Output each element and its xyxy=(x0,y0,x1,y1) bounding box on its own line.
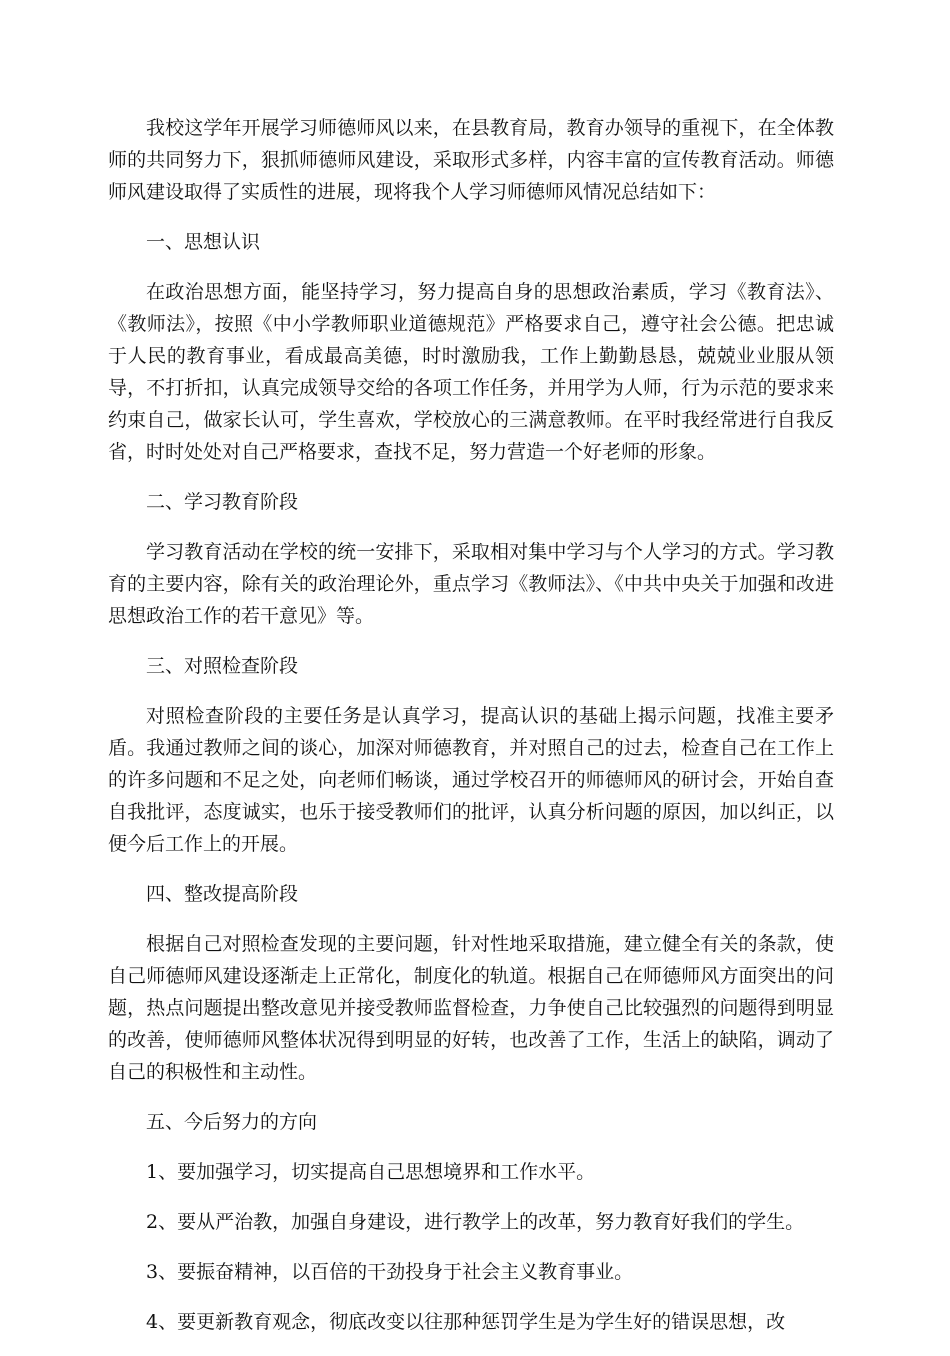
section-heading-4: 四、整改提高阶段 xyxy=(146,883,299,905)
section-heading-1: 一、思想认识 xyxy=(146,231,261,253)
section-body-3: 对照检查阶段的主要任务是认真学习，提高认识的基础上揭示问题，找准主要矛盾。我通过教师之间的谈心，加深对师德教育，并对照自己的过去，检查自己在工作上的许多问题和不足之处，向老师们畅谈，通过学校召开的师德师风的研讨会，开始自查自我批评，态度诚实，也乐于接受教师们的批评，认真分析问题的原因，加以纠正，以便今后工作上的开展。 xyxy=(108,705,834,855)
document-page xyxy=(108,112,834,1356)
section-heading-2: 二、学习教育阶段 xyxy=(146,491,299,513)
section-body-4: 根据自己对照检查发现的主要问题，针对性地采取措施，建立健全有关的条款，使自己师德师风建设逐渐走上正常化，制度化的轨道。根据自己在师德师风方面突出的问题，热点问题提出整改意见并接受教师监督检查，力争使自己比较强烈的问题得到明显的改善，使师德师风整体状况得到明显的好转，也改善了工作，生活上的缺陷，调动了自己的积极性和主动性。 xyxy=(108,933,834,1083)
section-body-2: 学习教育活动在学校的统一安排下，采取相对集中学习与个人学习的方式。学习教育的主要内容，除有关的政治理论外，重点学习《教师法》、《中共中央关于加强和改进思想政治工作的若干意见》等。 xyxy=(108,541,834,627)
list-item: 2、要从严治教，加强自身建设，进行教学上的改革，努力教育好我们的学生。 xyxy=(146,1211,805,1233)
intro-paragraph: 我校这学年开展学习师德师风以来，在县教育局，教育办领导的重视下，在全体教师的共同努力下，狠抓师德师风建设，采取形式多样，内容丰富的宣传教育活动。师德师风建设取得了实质性的进展，现将我个人学习师德师风情况总结如下： xyxy=(108,117,834,203)
section-body-1: 在政治思想方面，能坚持学习，努力提高自身的思想政治素质，学习《教育法》、《教师法》，按照《中小学教师职业道德规范》严格要求自己，遵守社会公德。把忠诚于人民的教育事业，看成最高美德，时时激励我，工作上勤勤恳恳，兢兢业业服从领导，不打折扣，认真完成领导交给的各项工作任务，并用学为人师，行为示范的要求来约束自己，做家长认可，学生喜欢，学校放心的三满意教师。在平时我经常进行自我反省，时时处处对自己严格要求，查找不足，努力营造一个好老师的形象。 xyxy=(108,281,834,463)
section-heading-5: 五、今后努力的方向 xyxy=(146,1111,318,1133)
list-item: 3、要振奋精神，以百倍的干劲投身于社会主义教育事业。 xyxy=(146,1261,634,1283)
section-heading-3: 三、对照检查阶段 xyxy=(146,655,299,677)
list-item: 4、要更新教育观念，彻底改变以往那种惩罚学生是为学生好的错误思想，改 xyxy=(146,1311,786,1333)
list-item: 1、要加强学习，切实提高自己思想境界和工作水平。 xyxy=(146,1161,596,1183)
